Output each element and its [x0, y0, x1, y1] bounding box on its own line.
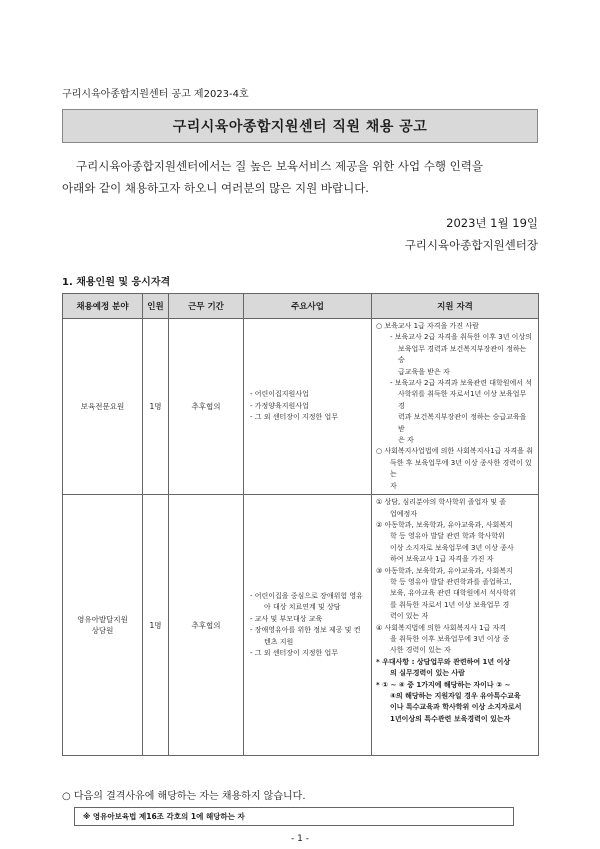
- qualification-line: ④ 사회복지법에 의한 사회복지사 1급 자격: [376, 623, 507, 632]
- qualification-line: 업예정자: [390, 509, 418, 518]
- qualification-line: 사한 경력이 있는 자: [390, 646, 451, 655]
- field-cell: [63, 495, 143, 756]
- preference-line: * 우대사항 : 상담업무와 관련하여 1년 이상: [376, 657, 511, 666]
- qualification-line: 이상 소지자로 보육업무에 3년 이상 종사: [390, 543, 514, 552]
- qualification-line: 력과 보건복지부장관이 정하는 승급교육을 받: [398, 413, 527, 433]
- duty-item: - 어린이집을 중심으로 장애위험 영유: [250, 591, 363, 600]
- table-header-row: [63, 294, 539, 319]
- preference-line: ④의 해당하는 지원자일 경우 유아특수교육: [390, 692, 521, 700]
- count-cell: 1명: [143, 319, 169, 495]
- page-title: 구리시육아종합지원센터 직원 채용 공고: [62, 109, 538, 143]
- notice-number: 구리시육아종합지원센터 공고 제2023-4호: [62, 89, 249, 100]
- intro-line-2: 아래와 같이 채용하고자 하오니 여러분의 많은 지원 바랍니다.: [62, 181, 369, 195]
- header-qualifications: 지원 자격: [372, 294, 539, 319]
- preference-line: * ① ~ ④ 중 1가지에 해당하는 자이나 ② ~: [376, 680, 511, 689]
- section-title: 1. 채용인원 및 응시자격: [62, 277, 171, 288]
- qualification-line: 자: [390, 481, 397, 490]
- period-cell: 추후협의: [169, 319, 244, 495]
- page-number: - 1 -: [291, 834, 309, 844]
- qualification-line: 급교육을 받은 자: [398, 367, 450, 376]
- qualification-line: - 보육교사 2급 자격을 취득한 이후 3년 이상의: [390, 333, 532, 342]
- qualification-line: ① 상담, 심리분야의 학사학위 졸업자 및 졸: [376, 498, 507, 507]
- qualification-line: ② 아동학과, 보육학과, 유아교육과, 사회복지: [376, 520, 513, 529]
- field-cell: 보육전문요원: [63, 319, 143, 495]
- qualification-line: 력이 있는 자: [390, 612, 429, 621]
- duty-item: - 그 외 센터장이 지정한 업무: [250, 413, 339, 422]
- qualifications-cell: [372, 495, 539, 756]
- qualification-line: 은 자: [398, 436, 414, 445]
- exclusion-notice: ○ 다음의 결격사유에 해당하는 자는 채용하지 않습니다.: [62, 791, 306, 802]
- preference-line: 이나 특수교육과 학사학위 이상 소지자로서: [390, 703, 522, 712]
- duties-cell: [244, 319, 372, 495]
- qualifications-cell: [372, 319, 539, 495]
- duty-item: 아 대상 치료연계 및 상담: [264, 603, 341, 612]
- qualification-line: 보육업무 경력과 보건복지부장관이 정하는 승: [398, 344, 527, 365]
- qualification-line: 학 등 영유아 발달 관련학과를 졸업하고,: [390, 577, 512, 586]
- law-reference-box: ※ 영유아보육법 제16조 각호의 1에 해당하는 자: [74, 807, 514, 826]
- table-row: [63, 319, 539, 495]
- duties-cell: [244, 495, 372, 756]
- qualification-line: 를 취득한 자로서 1년 이상 보육업무 경: [390, 600, 510, 609]
- qualification-line: 보육, 유아교육 관련 대학원에서 석사학위: [390, 589, 517, 598]
- recruitment-table: [62, 293, 539, 756]
- header-field: 채용예정 분야: [63, 294, 143, 319]
- preference-line: 의 실무경력이 있는 사람: [390, 669, 465, 678]
- qualification-line: - 보육교사 2급 자격과 보육관련 대학원에서 석: [390, 379, 533, 388]
- qualification-line: 학 등 영유아 발달 관련 학과 학사학위: [390, 532, 505, 541]
- intro-paragraph: [62, 155, 538, 199]
- qualification-line: 을 취득한 이후 보육업무에 3년 이상 종: [390, 634, 510, 643]
- duty-item: - 가정양육지원사업: [250, 401, 309, 410]
- qualification-line: ○ 사회복지사업법에 의한 사회복지사1급 자격을 취: [376, 447, 533, 456]
- field-line: 상담원: [91, 626, 114, 636]
- announcement-date: 2023년 1월 19일: [446, 216, 538, 230]
- table-row: [63, 495, 539, 756]
- header-duties: 주요사업: [244, 294, 372, 319]
- duty-item: - 교사 및 부모대상 교육: [250, 614, 323, 623]
- qualification-line: 득한 후 보육업무에 3년 이상 종사한 경력이 있는: [390, 458, 532, 479]
- duty-item: - 장애영유아를 위한 정보 제공 및 컨: [250, 626, 361, 635]
- intro-line-1: 구리시육아종합지원센터에서는 질 높은 보육서비스 제공을 위한 사업 수행 인력을: [76, 159, 483, 173]
- duty-item: - 어린이집지원사업: [250, 390, 309, 399]
- count-cell: 1명: [143, 495, 169, 756]
- qualification-line: ③ 아동학과, 보육학과, 유아교육과, 사회복지: [376, 566, 513, 575]
- signer: 구리시육아종합지원센터장: [404, 238, 538, 252]
- duty-item: - 그 외 센터장이 지정한 업무: [250, 648, 339, 657]
- period-cell: 추후협의: [169, 495, 244, 756]
- qualification-line: 사학위를 취득한 자로서1년 이상 보육업무 경: [398, 390, 527, 410]
- preference-line: 1년이상의 특수관련 보육경력이 있는자: [390, 714, 511, 723]
- field-line: 영유아발달지원: [77, 614, 128, 624]
- duty-item: 텐츠 지원: [264, 637, 294, 646]
- header-period: 근무 기간: [169, 294, 244, 319]
- header-count: 인원: [143, 294, 169, 319]
- qualification-line: ○ 보육교사 1급 자격을 가진 사람: [376, 322, 479, 330]
- qualification-line: 하여 보육교사 1급 자격을 가진 자: [390, 555, 494, 564]
